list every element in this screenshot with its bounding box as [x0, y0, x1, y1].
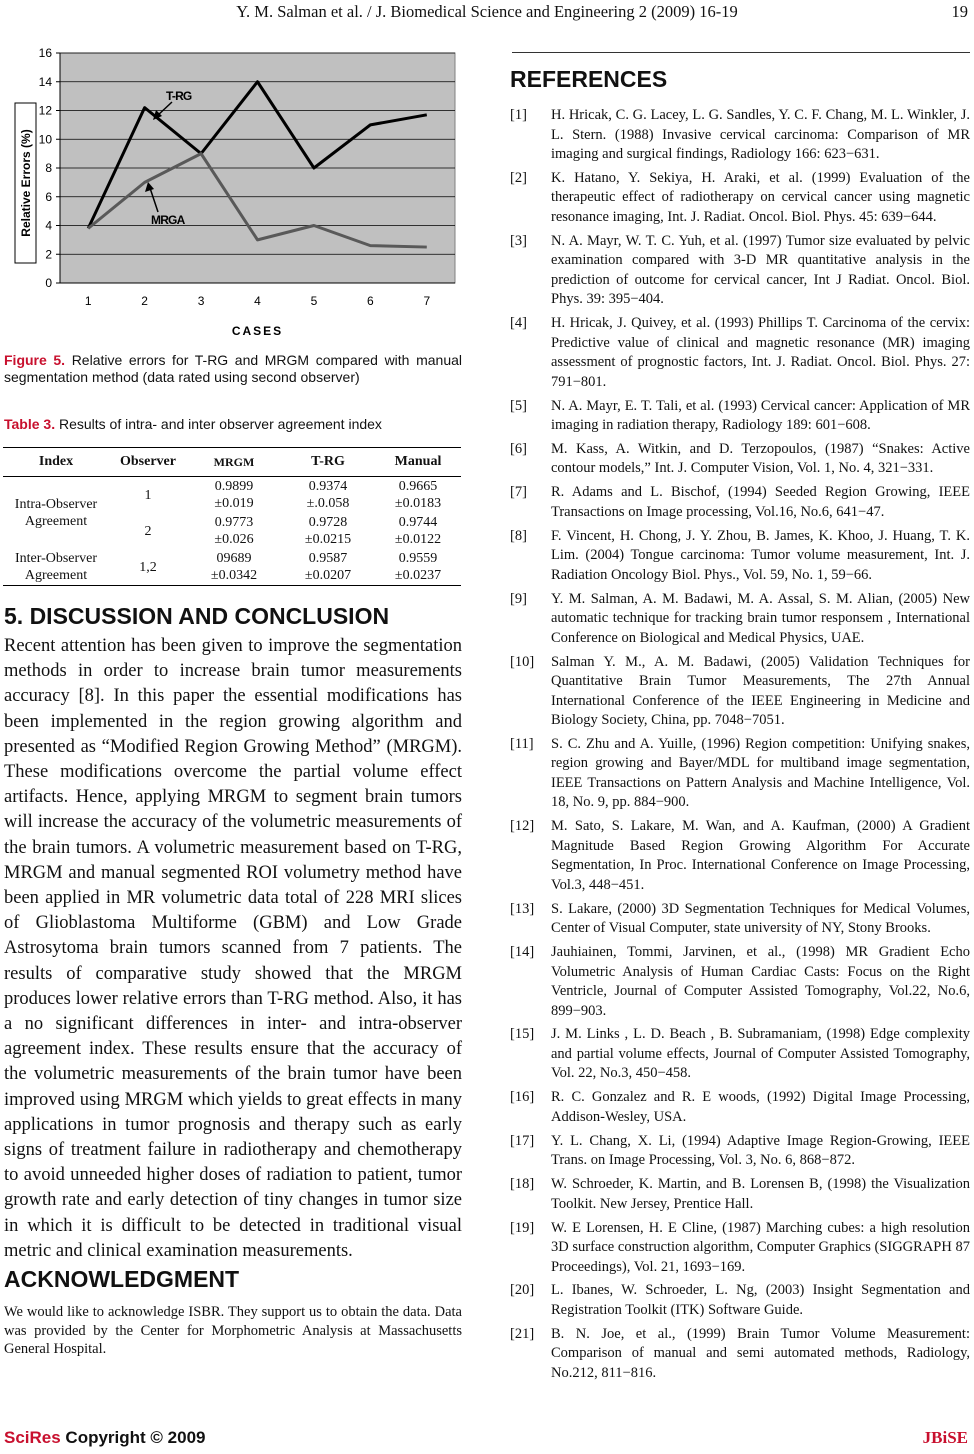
cell-trg: 0.9728 ±0.0215: [304, 515, 352, 547]
footer-copyright-text: Copyright © 2009: [60, 1428, 206, 1447]
reference-item: [510, 169, 970, 228]
reference-text: H. Hricak, J. Quivey, et al. (1993) Phillips T. Carcinoma of the cervix: Predictive value of clinical and magnetic resonance (MR) imaging assessment of prognostic factors, Int. J. Radiat. Oncol. Biol. Phys. 27: 791−801.: [551, 315, 970, 390]
reference-item: [510, 483, 970, 522]
figure-caption-text: Relative errors for T-RG and MRGM compared with manual segmentation method (data rated using second observer): [4, 352, 462, 385]
figure-5-chart: [0, 40, 470, 340]
cell-manual: 0.9559 ±0.0237: [375, 549, 461, 586]
reference-item: [510, 1219, 970, 1278]
reference-number: [17]: [510, 1132, 535, 1149]
discussion-text: Recent attention has been given to improve the segmentation methods in order to increase brain tumor measurements accuracy [8]. In this paper the essential modifications has been implemented in the region growing algorithm and presented as “Modified Region Growing Method” (MRGM). These modifications overcome the partial volume effect artifacts. Hence, applying MRGM to segment brain tumors will increase the accuracy of the volumetric measurements of the brain tumors. A volumetric measurement based on T-RG, MRGM and manual segmented ROI volumetry method have been applied in MR volumetric data total of 228 MRI slices of Glioblastoma Multiforme (GBM) and Low Grade Astrosytoma brain tumors scanned from 7 patients. The results of comparative study showed that the MRGM produces lower relative errors than T-RG method. Also, it has a no significant differences in inter- and intra-observer agreement index. These results ensure that the accuracy of the volumetric measurements of the brain tumor have been improved using MRGM which yields to great effects in many applications in tumor prognosis and therapy such as early signs of treatment failure in radiotherapy and chemotherapy to avoid unneeded higher doses of radiation to patient, tumor growth rate and early detection of tiny changes in tumor size in which it is difficult to be detected in traditional visual metric and clinical examination measurements.: [4, 636, 462, 1261]
reference-text: H. Hricak, C. G. Lacey, L. G. Sandles, Y. C. F. Chang, M. L. Winkler, J. L. Stern. (1988) Invasive cervical carcinoma: Comparison of MR imaging and surgical findings, Radiology 166: 623−631.: [551, 107, 970, 162]
reference-number: [7]: [510, 484, 527, 501]
reference-text: W. Schroeder, K. Martin, and B. Lorensen B, (1998) the Visualization Toolkit. New Jersey, Prentice Hall.: [551, 1176, 970, 1212]
reference-text: W. E Lorensen, H. E Cline, (1987) Marching cubes: a high resolution 3D surface construction algorithm, Computer Graphics (SIGGRAPH 87 Proceedings), Vol. 21, 1693−169.: [551, 1219, 970, 1275]
header-text: Y. M. Salman et al. / J. Biomedical Science and Engineering 2 (2009) 16-19: [236, 2, 738, 21]
reference-item: [510, 1088, 970, 1127]
reference-item: [510, 440, 970, 479]
table-row: [3, 477, 461, 514]
footer-brand: SciRes: [4, 1428, 61, 1447]
x-tick-label: 5: [310, 294, 318, 308]
group-inter: Inter-Observer Agreement: [3, 549, 109, 586]
reference-text: L. Ibanes, W. Schroeder, L. Ng, (2003) Insight Segmentation and Registration Toolkit (ITK) Software Guide.: [551, 1282, 970, 1318]
reference-number: [5]: [510, 397, 527, 414]
reference-item: [510, 653, 970, 731]
results-table: [3, 447, 461, 586]
y-tick-label: 8: [45, 161, 52, 175]
reference-number: [1]: [510, 107, 527, 123]
annotation-label: T-RG: [166, 89, 192, 103]
references-heading: REFERENCES: [510, 66, 668, 92]
discussion-heading: 5. DISCUSSION AND CONCLUSION: [4, 603, 390, 629]
reference-item: [510, 527, 970, 586]
table-row: [3, 549, 461, 586]
reference-item: [510, 232, 970, 310]
reference-item: [510, 397, 970, 436]
reference-number: [12]: [510, 818, 535, 835]
y-tick-label: 0: [45, 276, 52, 290]
cell-mrgm: 0.9899 ±0.019: [214, 479, 254, 511]
reference-item: [510, 735, 970, 813]
col-header-trg: T-RG: [281, 448, 375, 477]
reference-number: [4]: [510, 315, 527, 332]
reference-text: B. N. Joe, et al., (1999) Brain Tumor Volume Measurement: Comparison of manual and semi automated methods, Radiology, No.212, 811−816.: [551, 1325, 970, 1381]
reference-text: Jauhiainen, Tommi, Jarvinen, et al., (1998) MR Gradient Echo Volumetric Analysis of Human Cardiac Casts: Focus on the Right Ventricle, Journal of Computer Assisted Tomography, Vol.22, No.6, 899−903.: [551, 944, 970, 1019]
y-tick-label: 10: [38, 132, 52, 147]
cell-trg: 0.9374 ±.0.058: [306, 479, 350, 511]
reference-number: [3]: [510, 232, 527, 249]
reference-text: N. A. Mayr, W. T. C. Yuh, et al. (1997) Tumor size evaluated by pelvic examination compared with 3-D MR quantitative analysis in the prediction of outcome for cervical cancer, Int J Radiat. Oncol. Biol. Phys. 39: 395−404.: [551, 232, 970, 308]
footer-copyright: [4, 1428, 206, 1448]
col-header-index: Index: [3, 448, 109, 477]
cell-observer: 1: [144, 487, 152, 503]
reference-number: [11]: [510, 735, 534, 752]
page-number: 19: [951, 2, 968, 21]
figure-label: Figure 5.: [4, 352, 66, 368]
reference-item: [510, 817, 970, 895]
cell-mrgm: 09689 ±0.0342: [187, 549, 281, 586]
reference-number: [8]: [510, 527, 527, 544]
reference-number: [13]: [510, 900, 535, 917]
x-tick-label: 2: [141, 294, 148, 308]
x-axis-label: CASES: [231, 324, 284, 338]
reference-number: [10]: [510, 653, 535, 670]
annotation-label: MRGA: [151, 213, 185, 227]
y-tick-label: 12: [38, 103, 52, 118]
group-intra: Intra-Observer Agreement: [14, 497, 98, 529]
cell-observer: 2: [144, 523, 152, 539]
reference-number: [19]: [510, 1219, 535, 1236]
reference-item: [510, 106, 970, 165]
acknowledgment-heading: ACKNOWLEDGMENT: [4, 1266, 240, 1292]
reference-text: J. M. Links , L. D. Beach , B. Subramaniam, (1998) Edge complexity and partial volume effects, Journal of Computer Assisted Tomography, Vol. 22, No.3, 450−458.: [551, 1026, 970, 1082]
reference-number: [16]: [510, 1089, 535, 1106]
reference-number: [20]: [510, 1282, 535, 1299]
x-tick-label: 3: [197, 294, 205, 308]
col-header-observer: Observer: [109, 448, 187, 477]
reference-item: [510, 314, 970, 392]
y-tick-label: 14: [38, 74, 52, 89]
reference-text: F. Vincent, H. Chong, J. Y. Zhou, B. James, K. Khoo, J. Huang, T. K. Lim. (2004) Tongue carcinoma: Tumor volume measurement, Int. J. Radiation Oncology Biol. Phys., Vol. 59, No. 1, 59−66.: [551, 527, 970, 583]
y-tick-label: 4: [45, 218, 52, 233]
x-tick-label: 6: [367, 294, 374, 308]
reference-item: [510, 900, 970, 939]
col-header-manual: Manual: [375, 448, 461, 477]
reference-number: [15]: [510, 1026, 535, 1043]
reference-item: [510, 1281, 970, 1320]
reference-number: [21]: [510, 1325, 535, 1342]
running-header: [0, 2, 974, 22]
cell-manual: 0.9665 ±0.0183: [394, 479, 442, 511]
figure-caption: [4, 352, 462, 386]
table-caption: [4, 416, 462, 432]
reference-list: [510, 106, 970, 1388]
reference-text: R. Adams and L. Bischof, (1994) Seeded Region Growing, IEEE Transactions on Image processing, Vol.16, No.6, 641−47.: [551, 484, 970, 520]
x-tick-label: 4: [254, 294, 261, 308]
cell-manual: 0.9744 ±0.0122: [394, 515, 442, 547]
y-tick-label: 6: [45, 189, 52, 204]
reference-number: [18]: [510, 1176, 535, 1193]
reference-text: Y. M. Salman, A. M. Badawi, M. A. Assal, S. M. Alian, (2005) New automatic technique for tracking brain tumor responsem , International Conference on Biological and Medical Physics, UAE.: [551, 590, 970, 646]
x-tick-label: 7: [423, 294, 431, 308]
table-label: Table 3.: [4, 416, 56, 432]
reference-text: K. Hatano, Y. Sekiya, H. Araki, et al. (1999) Evaluation of the therapeutic effect of radiotherapy on cervical cancer using magnetic resonance imaging, Int. J. Radiat. Oncol. Biol. Phys. 45: 639−644.: [551, 169, 970, 225]
y-axis-label: Relative Errors (%): [19, 129, 33, 237]
reference-item: [510, 1325, 970, 1384]
reference-text: Salman Y. M., A. M. Badawi, (2005) Validation Techniques for Quantitative Brain Tumor Measurements, The 27th Annual International Conference of the IEEE Engineering in Medicine and Biology Society, China, pp. 7048−7051.: [551, 653, 970, 729]
reference-text: S. C. Zhu and A. Yuille, (1996) Region competition: Unifying snakes, region growing and Bayer/MDL for multiband image segmentation, IEEE Transactions on Pattern Analysis and Machine Intelligence, Vol. 18, No. 9, pp. 884−900.: [551, 735, 970, 811]
table-header-row: [3, 448, 461, 477]
reference-item: [510, 590, 970, 649]
reference-number: [14]: [510, 944, 535, 961]
x-tick-label: 1: [84, 294, 92, 308]
reference-number: [6]: [510, 440, 527, 457]
reference-item: [510, 1175, 970, 1214]
reference-number: [9]: [510, 590, 527, 607]
reference-text: M. Kass, A. Witkin, and D. Terzopoulos, (1987) “Snakes: Active contour models,” Int. J. Computer Vision, Vol. 1, No. 4, 321−331.: [551, 440, 970, 477]
y-tick-label: 2: [45, 247, 52, 262]
reference-item: [510, 943, 970, 1021]
col-header-mrgm: MRGM: [187, 448, 281, 477]
cell-observer: 1,2: [109, 549, 187, 586]
reference-item: [510, 1025, 970, 1084]
reference-text: M. Sato, S. Lakare, M. Wan, and A. Kaufman, (2000) A Gradient Magnitude Based Region Growing Algorithm For Accurate Segmentation, In Proc. International Conference on Image Processing, Vol.3, 448−451.: [551, 818, 970, 893]
divider: [512, 52, 970, 53]
cell-trg: 0.9587 ±0.0207: [281, 549, 375, 586]
table-caption-text: Results of intra- and inter observer agreement index: [55, 416, 382, 432]
reference-number: [2]: [510, 169, 527, 186]
acknowledgment-text: We would like to acknowledge ISBR. They support us to obtain the data. Data was provided by the Center for Morphometric Analysis at Massachusetts General Hospital.: [4, 1304, 462, 1357]
reference-text: N. A. Mayr, E. T. Tali, et al. (1993) Cervical cancer: Application of MR imaging in radiation therapy, Radiology 189: 601−608.: [551, 397, 970, 434]
y-tick-label: 16: [38, 46, 52, 60]
cell-mrgm: 0.9773 ±0.026: [214, 515, 254, 547]
reference-text: Y. L. Chang, X. Li, (1994) Adaptive Image Region-Growing, IEEE Trans. on Image Processing, Vol. 3, No. 6, 868−872.: [551, 1132, 970, 1169]
reference-text: S. Lakare, (2000) 3D Segmentation Techniques for Medical Volumes, Center of Visual Computer, state university of NY, Stony Brooks.: [551, 900, 970, 937]
reference-item: [510, 1132, 970, 1171]
reference-text: R. C. Gonzalez and R. E woods, (1992) Digital Image Processing, Addison-Wesley, USA.: [551, 1089, 970, 1125]
footer-journal: JBiSE: [922, 1428, 968, 1447]
